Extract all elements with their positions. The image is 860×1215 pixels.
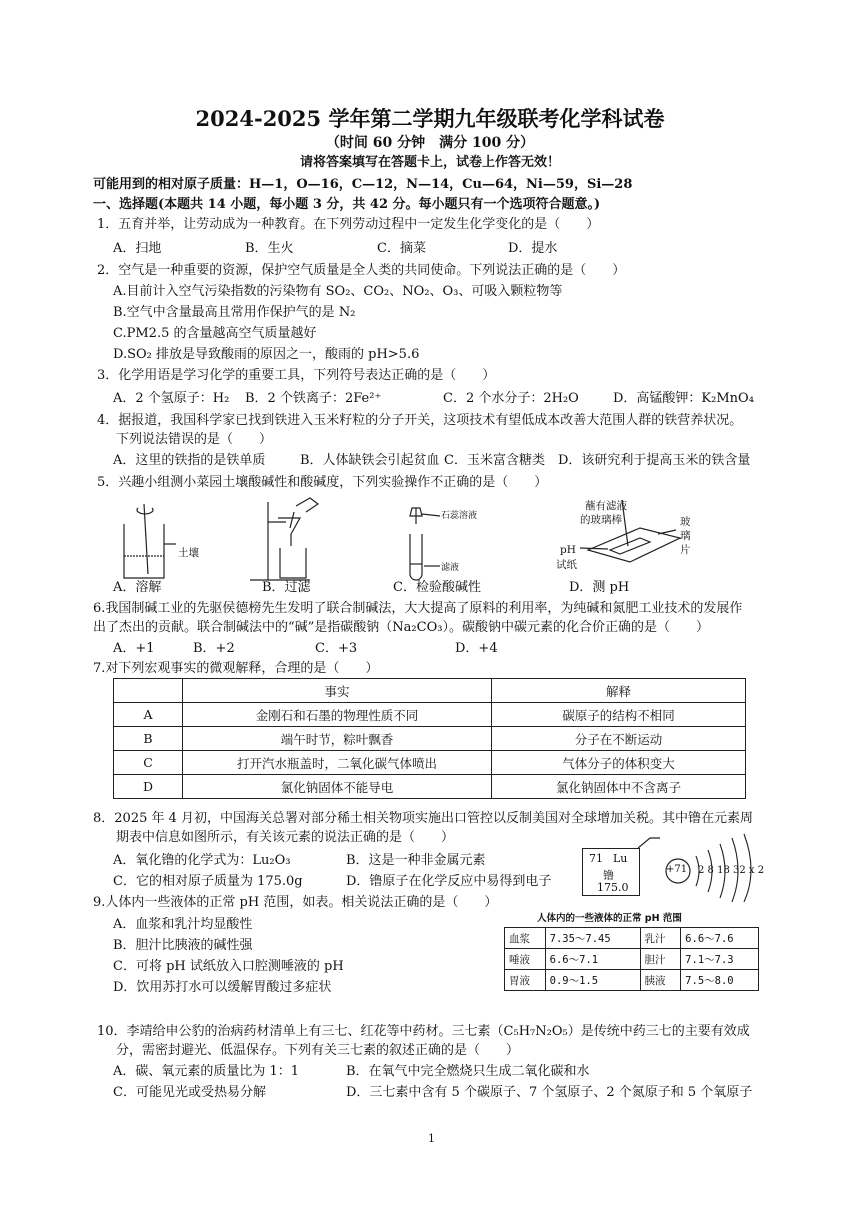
q3-stem: 3．化学用语是学习化学的重要工具，下列符号表达正确的是（ ）: [97, 368, 496, 383]
ph-table-title: 人体内的一些液体的正常 pH 范围: [537, 913, 682, 924]
exam-notice: 请将答案填写在答题卡上，试卷上作答无效！: [299, 155, 560, 170]
table-cell: 氯化钠固体不能导电: [183, 775, 492, 799]
q3-option-a: A．2 个氢原子：H₂: [113, 391, 230, 406]
q9-option-b: B．胆汁比胰液的碱性强: [113, 938, 253, 953]
q3-option-d: D．高锰酸钾：K₂MnO₄: [613, 391, 754, 406]
q4-option-d: D．该研究利于提高玉米的铁含量: [558, 453, 751, 468]
q1-option-c: C．摘菜: [377, 241, 426, 256]
table-cell: 7.35～7.45: [545, 928, 640, 949]
beaker-dissolving-icon: [124, 504, 176, 578]
table-cell: 胃液: [505, 970, 546, 991]
table-header-cell: 解释: [492, 679, 746, 703]
q5-option-b: B．过滤: [262, 580, 311, 595]
section-heading: 一、选择题(本题共 14 小题，每小题 3 分，共 42 分。每小题只有一个选项符合题意。): [93, 197, 601, 212]
q5-label-rod-1: 蘸有滤液: [585, 500, 627, 512]
q5-option-c: C．检验酸碱性: [393, 580, 481, 595]
q9-stem: 9.人体内一些液体的正常 pH 范围，如表。相关说法正确的是（ ）: [93, 895, 498, 910]
q5-option-a: A．溶解: [113, 580, 162, 595]
electron-shells: 2 8 18 32 x 2: [698, 865, 765, 876]
ph-table: [504, 927, 759, 991]
table-cell: 胆汁: [640, 949, 681, 970]
q10-option-a: A．碳、氧元素的质量比为 1：1: [113, 1064, 300, 1079]
q1-option-b: B．生火: [245, 241, 294, 256]
table-row: [505, 970, 759, 991]
q5-option-d: D．测 pH: [569, 580, 630, 595]
table-cell: B: [114, 727, 183, 751]
q6-option-d: D．+4: [455, 641, 498, 656]
q4-stem: 4．据报道，我国科学家已找到铁进入玉米籽粒的分子开关，这项技术有望低成本改善大范围人群的铁营养状况。: [97, 413, 743, 428]
q7-stem: 7.对下列宏观事实的微观解释，合理的是（ ）: [93, 661, 379, 676]
q5-label-glass-3: 片: [680, 544, 691, 556]
q5-label-glass-2: 璃: [680, 530, 691, 542]
table-cell: 碳原子的结构不相同: [492, 703, 746, 727]
q8-option-b: B．这是一种非金属元素: [346, 853, 486, 868]
page-number: 1: [428, 1132, 435, 1145]
atomic-number: 71: [589, 852, 603, 865]
q4-option-a: A．这里的铁指的是铁单质: [113, 453, 266, 468]
table-cell: 氯化钠固体中不含离子: [492, 775, 746, 799]
table-cell: 0.9～1.5: [545, 970, 640, 991]
filtration-setup-icon: [250, 498, 318, 580]
q1-option-a: A．扫地: [113, 241, 162, 256]
q8-stem-cont: 期表中信息如图所示，有关该元素的说法正确的是（ ）: [116, 830, 455, 845]
q9-option-c: C．可将 pH 试纸放入口腔测唾液的 pH: [113, 959, 344, 974]
q10-option-c: C．可能见光或受热易分解: [113, 1085, 266, 1100]
atomic-mass: 175.0: [597, 881, 629, 894]
q6-option-c: C．+3: [315, 641, 358, 656]
table-cell: 金刚石和石墨的物理性质不同: [183, 703, 492, 727]
table-row: [505, 949, 759, 970]
nucleus-charge: +71: [666, 864, 688, 875]
q10-stem-cont: 分，需密封避光、低温保存。下列有关三七素的叙述正确的是（ ）: [116, 1043, 520, 1058]
q6-stem-cont: 出了杰出的贡献。联合制碱法中的“碱”是指碳酸钠（Na₂CO₃）。碳酸钠中碳元素的化合价正确的是（ ）: [93, 620, 709, 635]
table-cell: 6.6～7.6: [681, 928, 759, 949]
table-cell: A: [114, 703, 183, 727]
table-row: [505, 928, 759, 949]
table-cell: 端午时节，粽叶飘香: [183, 727, 492, 751]
table-cell: D: [114, 775, 183, 799]
table-cell: 唾液: [505, 949, 546, 970]
table-cell: 6.6～7.1: [545, 949, 640, 970]
exam-title: 2024-2025 学年第二学期九年级联考化学科试卷: [195, 106, 665, 131]
q5-stem: 5．兴趣小组测小菜园土壤酸碱性和酸碱度，下列实验操作不正确的是（ ）: [97, 475, 548, 490]
q5-experiment-figures: [110, 494, 770, 584]
q4-stem-cont: 下列说法错误的是（ ）: [116, 432, 273, 447]
table-row: [114, 775, 746, 799]
test-tube-dropper-icon: [410, 508, 440, 580]
q2-option-a: A.目前计入空气污染指数的污染物有 SO₂、CO₂、NO₂、O₃、可吸入颗粒物等: [113, 284, 563, 299]
atomic-masses: 可能用到的相对原子质量：H—1，O—16，C—12，N—14，Cu—64，Ni—59，Si—28: [93, 177, 633, 192]
q1-option-d: D．提水: [508, 241, 558, 256]
element-symbol: Lu: [613, 852, 628, 865]
q5-label-ph: pH: [560, 544, 576, 556]
q4-option-c: C．玉米富含糖类: [444, 453, 545, 468]
q5-label-glass-1: 玻: [680, 516, 691, 528]
table-cell: C: [114, 751, 183, 775]
q10-option-d: D．三七素中含有 5 个碳原子、7 个氢原子、2 个氮原子和 5 个氧原子: [346, 1085, 753, 1100]
table-header-row: [114, 679, 746, 703]
table-cell: 胰液: [640, 970, 681, 991]
table-cell: 气体分子的体积变大: [492, 751, 746, 775]
table-cell: 血浆: [505, 928, 546, 949]
q5-label-rod-2: 的玻璃棒: [580, 514, 622, 526]
element-cell: [582, 848, 640, 896]
q3-option-c: C．2 个水分子：2H₂O: [443, 391, 579, 406]
q7-table: [113, 678, 746, 799]
q5-label-indicator: 石蕊溶液: [441, 511, 478, 521]
cell-3d-edge: [638, 836, 660, 850]
exam-time: （时间 60 分钟 满分 100 分）: [325, 135, 535, 151]
table-row: [114, 751, 746, 775]
q8-option-c: C．它的相对原子质量为 175.0g: [113, 874, 303, 889]
q8-stem: 8．2025 年 4 月初，中国海关总署对部分稀土相关物项实施出口管控以反制美国对全球增加关税。其中镥在元素周: [93, 811, 754, 826]
q4-option-b: B．人体缺铁会引起贫血: [300, 453, 440, 468]
q2-option-c: C.PM2.5 的含量越高空气质量越好: [113, 326, 317, 341]
table-header-cell: 事实: [183, 679, 492, 703]
q2-option-b: B.空气中含量最高且常用作保护气的是 N₂: [113, 305, 356, 320]
table-cell: 分子在不断运动: [492, 727, 746, 751]
table-row: [114, 727, 746, 751]
table-header-cell: [114, 679, 183, 703]
q5-label-paper: 试纸: [556, 559, 577, 571]
table-cell: 7.5～8.0: [681, 970, 759, 991]
q6-option-b: B．+2: [193, 641, 235, 656]
q6-option-a: A．+1: [113, 641, 155, 656]
q6-stem: 6.我国制碱工业的先驱侯德榜先生发明了联合制碱法，大大提高了原料的利用率，为纯碱和氮肥工业技术的发展作: [93, 601, 743, 616]
q5-label-soil: 土壤: [178, 547, 199, 559]
element-name: 镥: [603, 869, 614, 882]
table-cell: 打开汽水瓶盖时，二氧化碳气体喷出: [183, 751, 492, 775]
q9-option-a: A．血浆和乳汁均显酸性: [113, 917, 253, 932]
table-cell: 7.1～7.3: [681, 949, 759, 970]
q8-option-a: A．氧化镥的化学式为：Lu₂O₃: [113, 853, 291, 868]
q10-stem: 10．李靖给申公豹的治病药材清单上有三七、红花等中药材。三七素（C₅H₇N₂O₅）是传统中药三七的主要有效成: [97, 1024, 750, 1039]
q2-option-d: D.SO₂ 排放是导致酸雨的原因之一，酸雨的 pH>5.6: [113, 347, 420, 362]
q5-label-filtrate: 滤液: [441, 563, 460, 573]
q10-option-b: B．在氧气中完全燃烧只生成二氧化碳和水: [346, 1064, 590, 1079]
table-cell: 乳汁: [640, 928, 681, 949]
q2-stem: 2．空气是一种重要的资源，保护空气质量是全人类的共同使命。下列说法正确的是（ ）: [97, 263, 626, 278]
q9-option-d: D．饮用苏打水可以缓解胃酸过多症状: [113, 980, 332, 995]
q1-stem: 1．五育并举，让劳动成为一种教育。在下列劳动过程中一定发生化学变化的是（ ）: [97, 217, 600, 232]
q3-option-b: B．2 个铁离子：2Fe²⁺: [245, 391, 382, 406]
table-row: [114, 703, 746, 727]
q8-option-d: D．镥原子在化学反应中易得到电子: [346, 874, 552, 889]
